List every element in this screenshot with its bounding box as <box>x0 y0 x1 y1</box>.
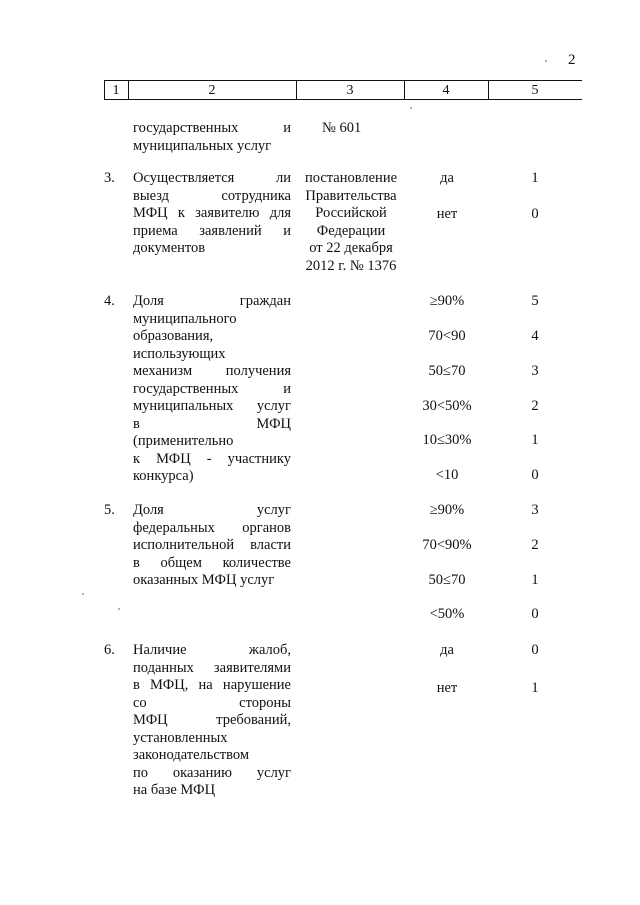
document-line: Российской <box>315 205 387 221</box>
value-cell: да <box>440 170 454 186</box>
row-document <box>296 170 406 275</box>
score-cell: 3 <box>531 502 539 518</box>
score-cell: 3 <box>531 363 539 379</box>
indicator-line: государственных и <box>133 120 291 136</box>
indicator-line: законодательством <box>133 747 250 763</box>
scan-speck <box>118 608 120 610</box>
indicator-line: образования, <box>133 328 214 344</box>
value-cell: 10≤30% <box>422 432 472 448</box>
indicator-line: документов <box>133 240 206 256</box>
indicator-line: со стороны <box>133 694 291 711</box>
row-indicator <box>133 170 291 258</box>
indicator-line: к МФЦ - участнику <box>133 450 291 467</box>
indicator-line: на базе МФЦ <box>133 782 216 798</box>
value-cell: 50≤70 <box>428 363 466 379</box>
score-cell: 0 <box>531 206 539 222</box>
indicator-line: конкурса) <box>133 468 194 484</box>
header-col-3: 3 <box>346 83 354 98</box>
document-line: постановление <box>304 170 398 186</box>
value-cell: 50≤70 <box>428 572 466 588</box>
indicator-line: поданных заявителями <box>133 659 291 676</box>
page-number: 2 <box>568 52 576 68</box>
value-cell: нет <box>436 680 458 696</box>
document-line: Правительства <box>305 187 397 204</box>
scan-speck <box>545 60 547 62</box>
indicator-line: приема заявлений и <box>133 222 291 239</box>
score-cell: 1 <box>531 432 539 448</box>
row-number: 3. <box>104 170 115 186</box>
document-line: от 22 декабря <box>309 240 393 256</box>
score-cell: 5 <box>531 293 539 309</box>
indicator-line: Доля граждан <box>133 293 291 309</box>
value-cell: нет <box>436 206 458 222</box>
value-cell: <50% <box>429 606 465 622</box>
indicator-line: государственных и <box>133 380 291 397</box>
indicator-line: муниципальных услуг <box>133 137 272 154</box>
value-cell: 70<90% <box>422 537 472 553</box>
indicator-line: выезд сотрудника <box>133 187 291 204</box>
indicator-line: в МФЦ <box>133 415 291 432</box>
indicator-line: федеральных органов <box>133 519 291 536</box>
indicator-line: по оказанию услуг <box>133 764 291 781</box>
header-col-4: 4 <box>442 83 450 98</box>
indicator-line: муниципальных услуг <box>133 398 291 414</box>
indicator-line: МФЦ к заявителю для <box>133 205 291 221</box>
score-cell: 0 <box>531 642 539 658</box>
scan-speck <box>410 107 412 109</box>
indicator-line: Осуществляется ли <box>133 170 291 186</box>
value-cell: 30<50% <box>422 398 472 414</box>
score-cell: 4 <box>531 328 539 344</box>
indicator-line: в МФЦ, на нарушение <box>133 677 291 693</box>
value-cell: ≥90% <box>429 502 465 518</box>
indicator-line: механизм получения <box>133 363 291 379</box>
value-cell: <10 <box>435 467 459 483</box>
indicator-line: использующих <box>133 345 226 362</box>
indicator-line: муниципального <box>133 310 237 327</box>
score-cell: 1 <box>531 680 539 696</box>
header-col-2: 2 <box>208 83 216 98</box>
continuation-indicator <box>133 120 291 155</box>
indicator-line: МФЦ требований, <box>133 712 291 728</box>
score-cell: 2 <box>531 398 539 414</box>
indicator-line: исполнительной власти <box>133 537 291 553</box>
score-cell: 2 <box>531 537 539 553</box>
row-number: 5. <box>104 502 115 518</box>
row-number: 6. <box>104 642 115 658</box>
header-col-1: 1 <box>112 83 120 98</box>
score-cell: 1 <box>531 572 539 588</box>
row-indicator <box>133 293 291 486</box>
indicator-line: установленных <box>133 729 228 746</box>
indicator-line: (применительно <box>133 433 234 449</box>
score-cell: 1 <box>531 170 539 186</box>
row-number: 4. <box>104 293 115 309</box>
value-cell: ≥90% <box>429 293 465 309</box>
score-cell: 0 <box>531 467 539 483</box>
indicator-line: оказанных МФЦ услуг <box>133 572 275 588</box>
indicator-line: Доля услуг <box>133 502 291 518</box>
document-line: Федерации <box>316 222 386 239</box>
indicator-line: в общем количестве <box>133 554 291 571</box>
continuation-document: № 601 <box>322 120 362 136</box>
score-cell: 0 <box>531 606 539 622</box>
scan-speck <box>82 593 84 595</box>
row-indicator <box>133 642 291 800</box>
header-col-5: 5 <box>531 83 539 98</box>
indicator-line: Наличие жалоб, <box>133 642 291 658</box>
row-indicator <box>133 502 291 590</box>
value-cell: да <box>440 642 454 658</box>
document-line: 2012 г. № 1376 <box>305 257 397 274</box>
value-cell: 70<90 <box>428 328 466 344</box>
